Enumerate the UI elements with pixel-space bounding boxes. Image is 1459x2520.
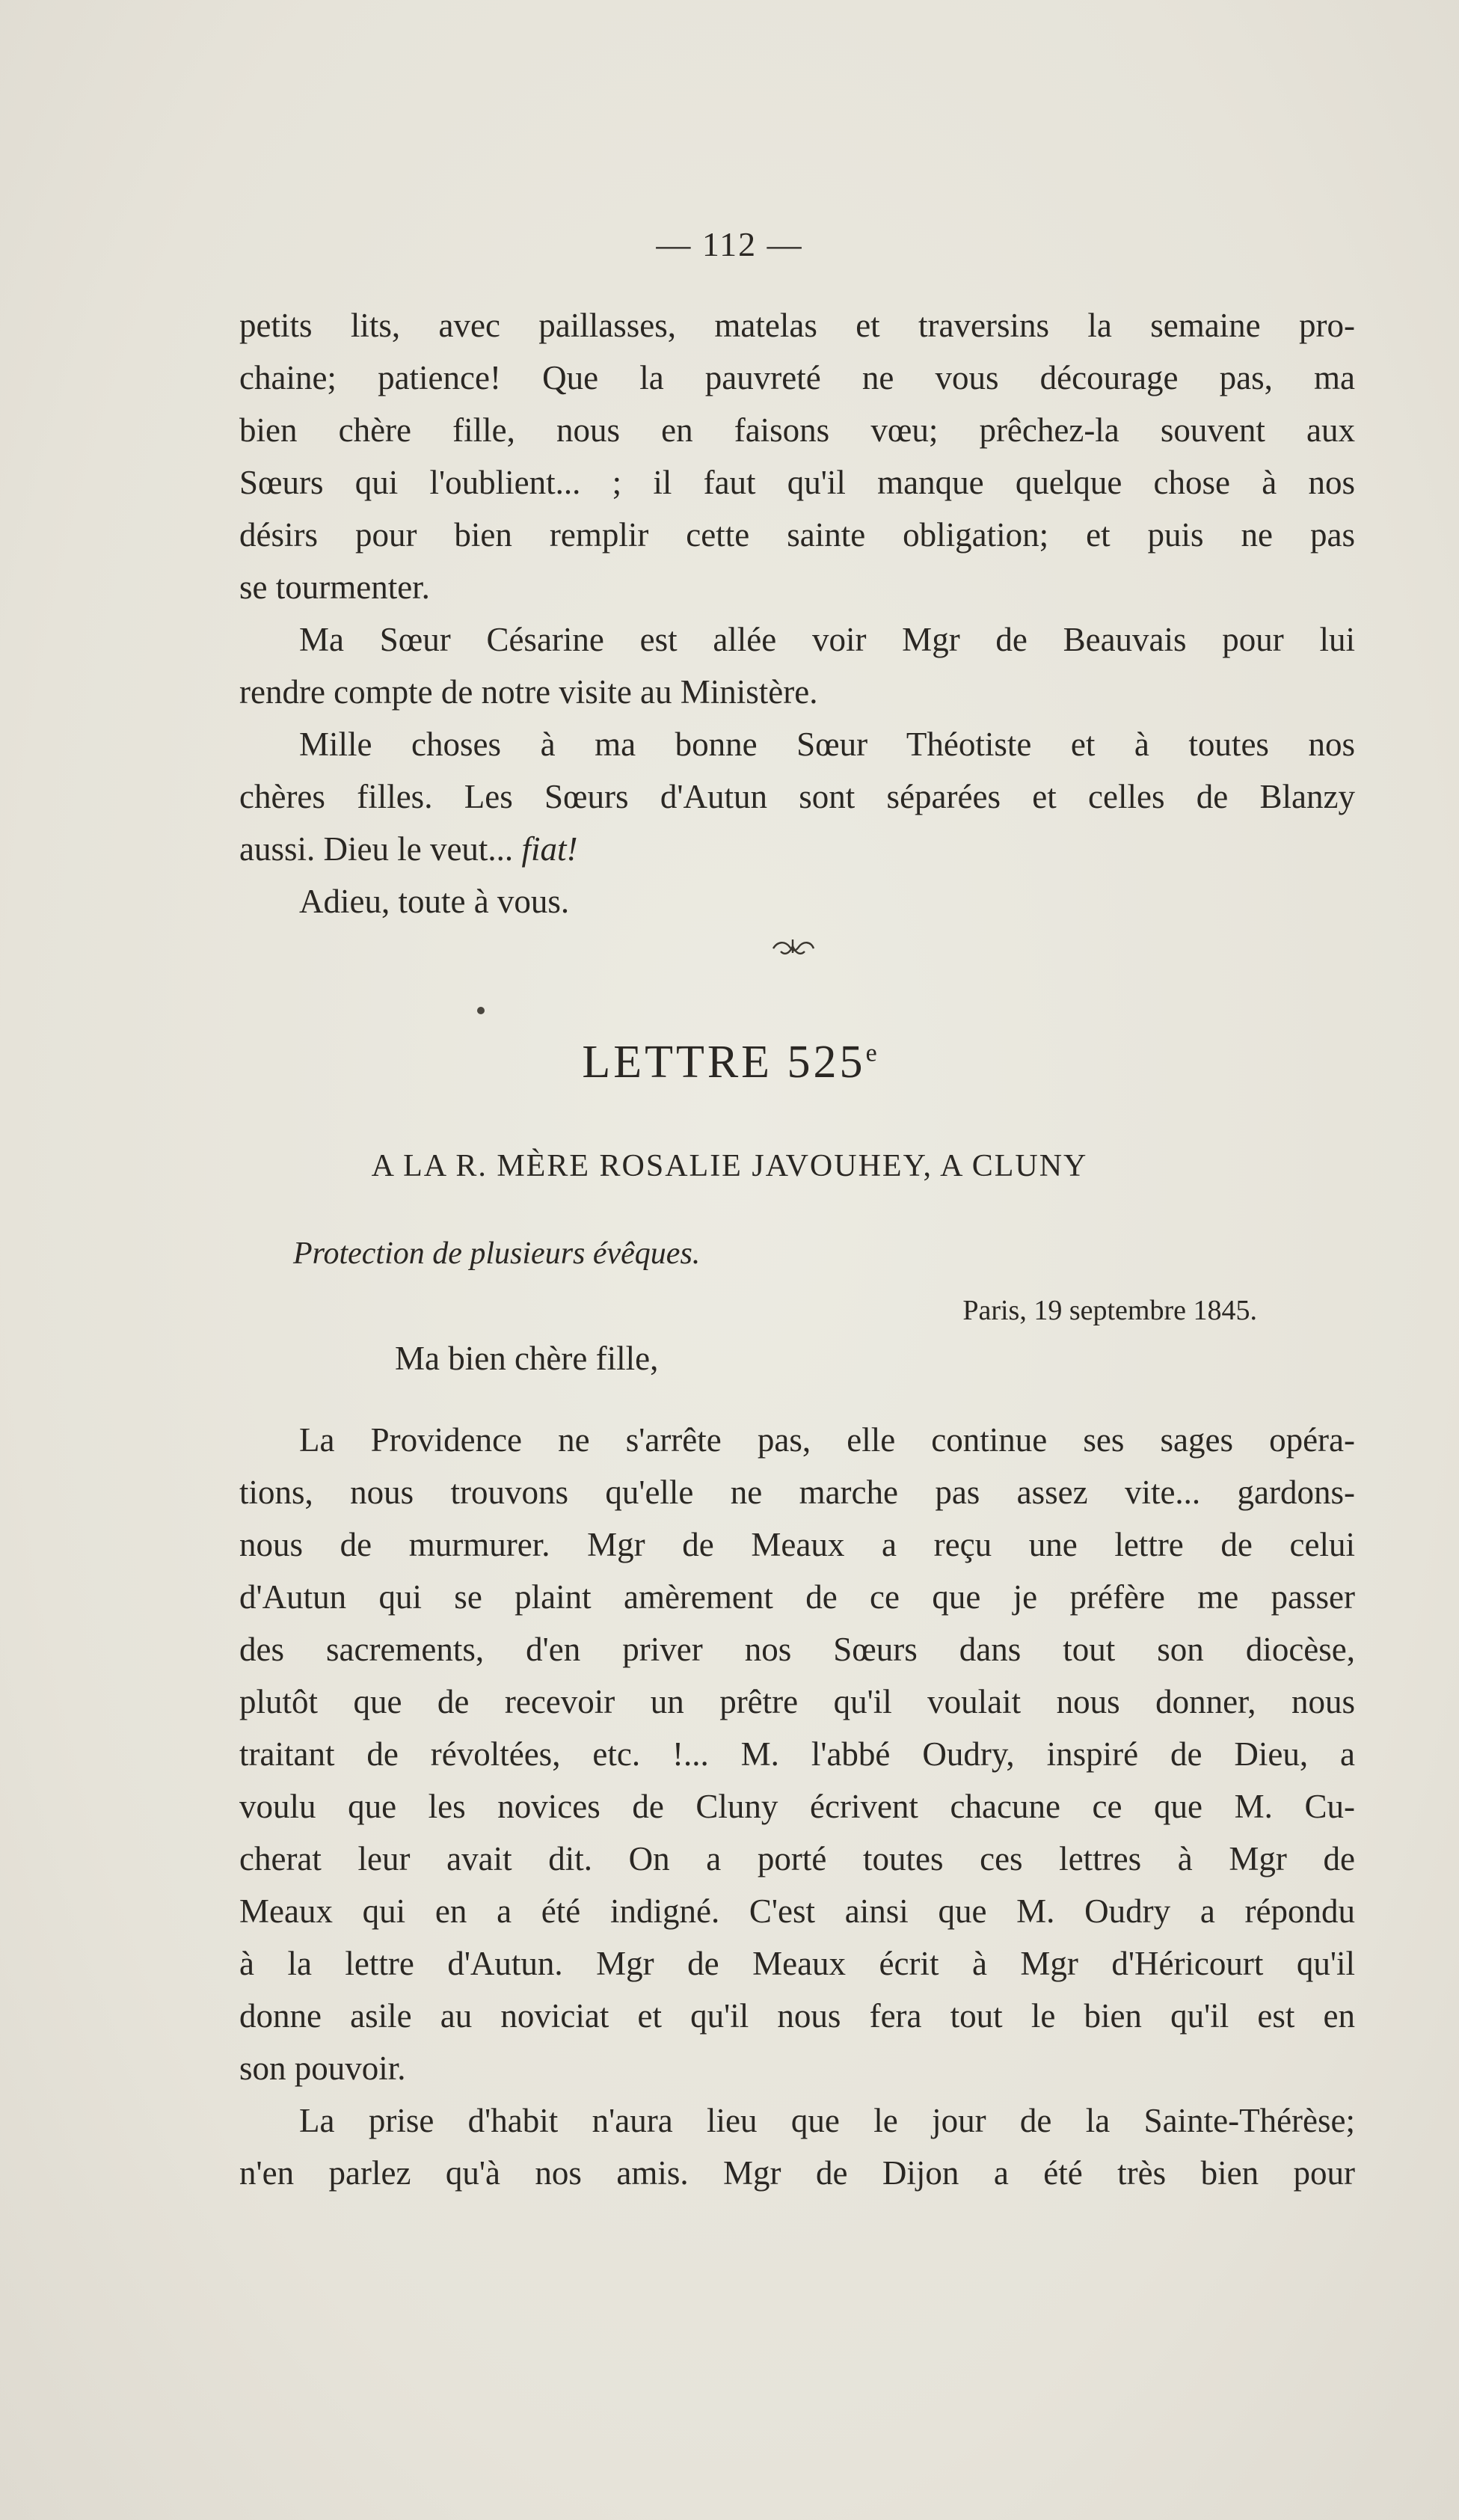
letter-title-text: LETTRE 525: [582, 1037, 866, 1088]
text-line: chères filles. Les Sœurs d'Autun sont séparées et celles de Blanzy: [239, 778, 1355, 815]
text-line: traitant de révoltées, etc. !... M. l'abbé Oudry, inspiré de Dieu, a: [239, 1735, 1355, 1773]
text-line: donne asile au noviciat et qu'il nous fera tout le bien qu'il est en: [239, 1997, 1355, 2035]
text-line: La prise d'habit n'aura lieu que le jour de la Sainte-Thérèse;: [299, 2102, 1355, 2139]
ink-speck: [477, 1007, 485, 1014]
text-line-with-fiat: [239, 823, 1355, 875]
text-line: Adieu, toute à vous.: [299, 883, 570, 920]
text-line: désirs pour bien remplir cette sainte obligation; et puis ne pas: [239, 516, 1355, 554]
letter-body: [239, 1414, 1355, 2199]
text-line: tions, nous trouvons qu'elle ne marche pas assez vite... gardons-: [239, 1474, 1355, 1511]
fiat-italic: fiat!: [521, 830, 578, 868]
text-line: Mille choses à ma bonne Sœur Théotiste et à toutes nos: [299, 726, 1355, 763]
text-line: cherat leur avait dit. On a porté toutes ces lettres à Mgr de: [239, 1840, 1355, 1877]
text-line: La Providence ne s'arrête pas, elle continue ses sages opéra-: [299, 1421, 1355, 1459]
text-line: bien chère fille, nous en faisons vœu; prêchez-la souvent aux: [239, 411, 1355, 449]
continuation-text: [239, 299, 1355, 928]
text-line: des sacrements, d'en priver nos Sœurs dans tout son diocèse,: [239, 1631, 1355, 1668]
text-line: Ma Sœur Césarine est allée voir Mgr de Beauvais pour lui: [299, 621, 1355, 658]
letter-subtitle: Protection de plusieurs évêques.: [293, 1236, 701, 1271]
text-line: chaine; patience! Que la pauvreté ne vous décourage pas, ma: [239, 359, 1355, 396]
text-line: petits lits, avec paillasses, matelas et traversins la semaine pro-: [239, 307, 1355, 344]
text-line: Meaux qui en a été indigné. C'est ainsi que M. Oudry a répondu: [239, 1892, 1355, 1930]
text-line: son pouvoir.: [239, 2050, 406, 2087]
letter-dateline: Paris, 19 septembre 1845.: [962, 1295, 1257, 1326]
ornament-flourish-icon: [770, 935, 815, 957]
text-line: Sœurs qui l'oublient... ; il faut qu'il manque quelque chose à nos: [239, 464, 1355, 501]
text-fragment: aussi. Dieu le veut...: [239, 830, 514, 868]
text-line: rendre compte de notre visite au Ministère.: [239, 673, 818, 711]
text-line: se tourmenter.: [239, 568, 430, 606]
text-line: n'en parlez qu'à nos amis. Mgr de Dijon a été très bien pour: [239, 2154, 1355, 2192]
text-line: plutôt que de recevoir un prêtre qu'il voulait nous donner, nous: [239, 1683, 1355, 1720]
text-line: à la lettre d'Autun. Mgr de Meaux écrit à Mgr d'Héricourt qu'il: [239, 1945, 1355, 1982]
text-line: d'Autun qui se plaint amèrement de ce que je préfère me passer: [239, 1578, 1355, 1616]
letter-addressee: A LA R. MÈRE ROSALIE JAVOUHEY, A CLUNY: [371, 1149, 1088, 1183]
letter-title-sup: e: [865, 1039, 877, 1067]
text-line: voulu que les novices de Cluny écrivent chacune ce que M. Cu-: [239, 1788, 1355, 1825]
page-number: — 112 —: [656, 225, 803, 263]
letter-salutation: Ma bien chère fille,: [395, 1340, 659, 1377]
text-line: nous de murmurer. Mgr de Meaux a reçu une lettre de celui: [239, 1526, 1355, 1563]
letter-title: [0, 1036, 1459, 1089]
